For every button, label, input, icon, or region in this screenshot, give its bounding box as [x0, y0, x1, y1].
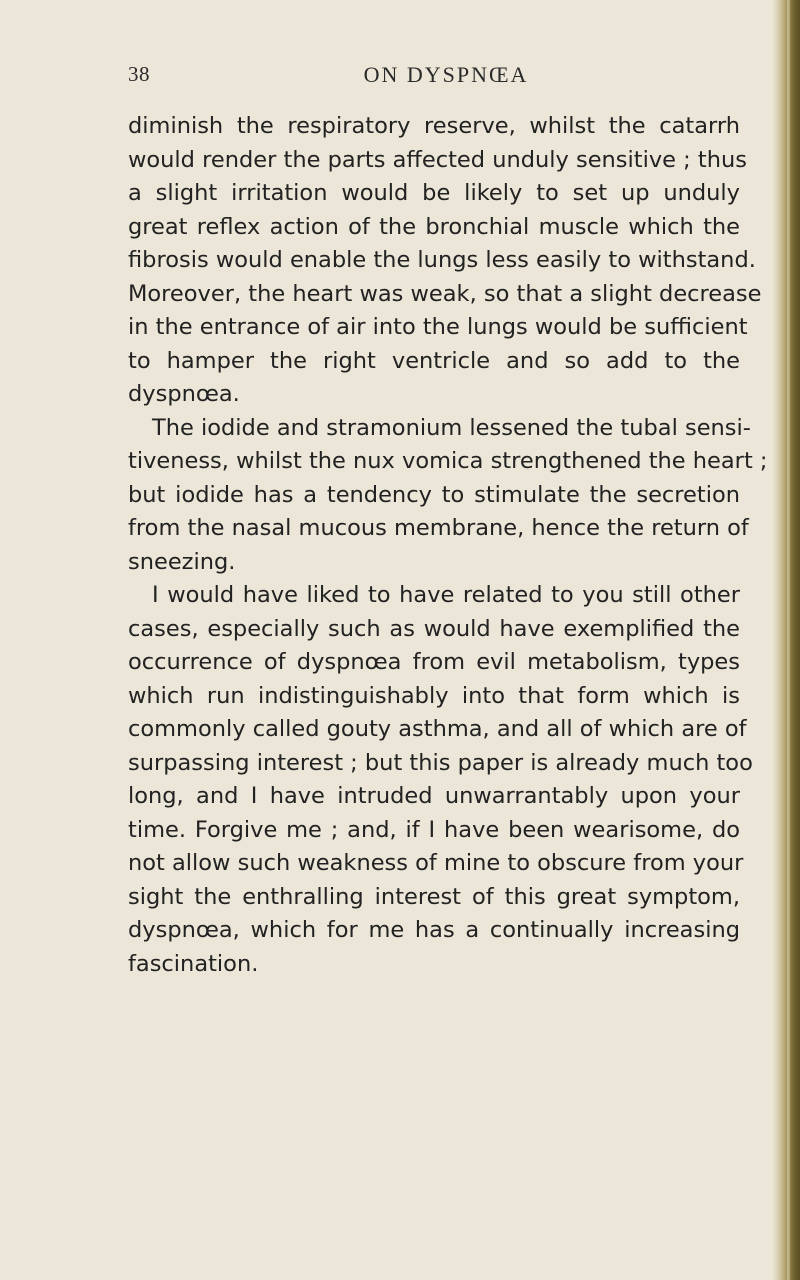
text-line: cases, especially such as would have exemplified the [128, 615, 740, 642]
text-line: long, and I have intruded unwarrantably upon your [128, 783, 740, 809]
text-line: a slight irritation would be likely to set up unduly [128, 180, 740, 206]
text-line: tiveness, whilst the nux vomica strengthened the heart ; [128, 448, 768, 474]
text-line: great reflex action of the bronchial muscle which the [128, 213, 740, 240]
text-line: occurrence of dyspnœa from evil metabolism, types [128, 649, 740, 675]
body-text [128, 110, 768, 981]
text-line-paragraph-end: sneezing. [128, 548, 236, 575]
text-line: fibrosis would enable the lungs less easily to withstand. [128, 247, 756, 273]
text-line: from the nasal mucous membrane, hence the return of [128, 515, 749, 541]
text-line: sight the enthralling interest of this great symptom, [128, 883, 740, 910]
text-line: surpassing interest ; but this paper is already much too [128, 749, 753, 776]
text-line: Moreover, the heart was weak, so that a slight decrease [128, 280, 762, 307]
page-number: 38 [128, 62, 150, 86]
text-line: but iodide has a tendency to stimulate the secretion [128, 481, 740, 508]
text-line: diminish the respiratory reserve, whilst the catarrh [128, 113, 740, 139]
page-header [128, 62, 740, 92]
text-line: time. Forgive me ; and, if I have been wearisome, do [128, 816, 740, 843]
text-line: not allow such weakness of mine to obscure from your [128, 850, 744, 876]
text-line-paragraph-end: dyspnœa. [128, 381, 240, 407]
text-line: would render the parts affected unduly sensitive ; thus [128, 146, 747, 173]
text-line: to hamper the right ventricle and so add to the [128, 347, 740, 374]
page-gutter-shadow [772, 0, 800, 1280]
text-line-paragraph-start: I would have liked to have related to you still other [152, 582, 740, 608]
text-line: dyspnœa, which for me has a continually increasing [128, 917, 740, 943]
text-line-paragraph-end: fascination. [128, 950, 259, 977]
running-title: ON DYSPNŒA [363, 62, 529, 87]
text-line: in the entrance of air into the lungs would be sufficient [128, 314, 748, 340]
text-line-paragraph-start: The iodide and stramonium lessened the tubal sensi- [152, 414, 751, 441]
text-line: which run indistinguishably into that form which is [128, 682, 740, 709]
page-gutter-highlight [787, 0, 790, 1280]
text-line: commonly called gouty asthma, and all of which are of [128, 716, 747, 742]
